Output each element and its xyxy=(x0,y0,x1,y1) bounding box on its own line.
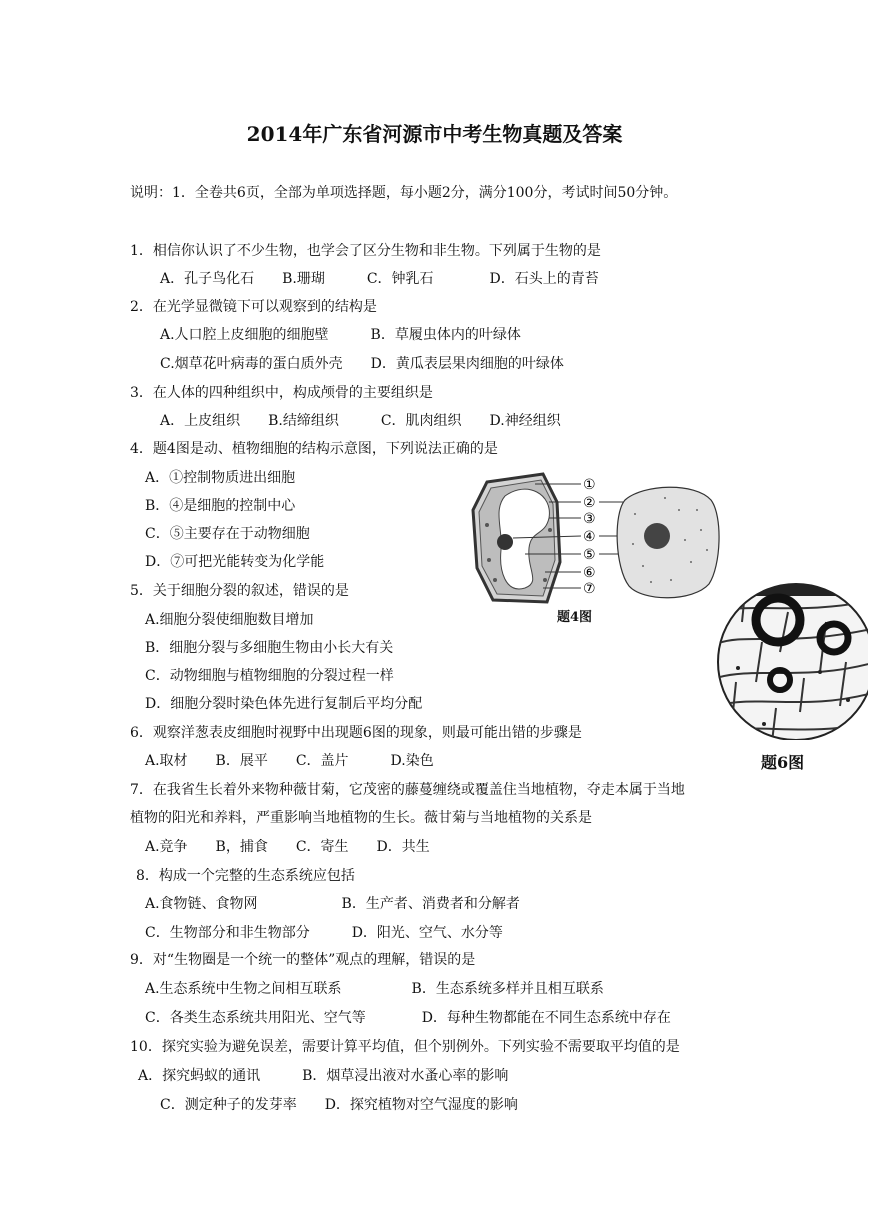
page-title: 2014年广东省河源市中考生物真题及答案 xyxy=(246,122,623,146)
q4-option-c: C．⑤主要存在于动物细胞 xyxy=(145,526,310,542)
label-5: ⑤ xyxy=(583,547,596,563)
q5-stem: 5．关于细胞分裂的叙述，错误的是 xyxy=(130,583,349,599)
q5-option-d: D．细胞分裂时染色体先进行复制后平均分配 xyxy=(145,696,423,712)
q2-options-ab: A.人口腔上皮细胞的细胞壁 B．草履虫体内的叶绿体 xyxy=(160,327,521,343)
label-7: ⑦ xyxy=(583,581,596,597)
label-1: ① xyxy=(583,477,596,493)
q5-option-c: C．动物细胞与植物细胞的分裂过程一样 xyxy=(145,668,394,684)
chloroplast xyxy=(487,558,491,562)
q7-options: A.竞争 B，捕食 C．寄生 D．共生 xyxy=(145,839,430,855)
exam-note: 说明：1．全卷共6页，全部为单项选择题，每小题2分，满分100分，考试时间50分钟。 xyxy=(130,185,678,201)
q7-stem-1: 7．在我省生长着外来物种薇甘菊，它茂密的藤蔓缠绕或覆盖住当地植物，夺走本属于当地 xyxy=(130,782,685,798)
q10-options-ab: A．探究蚂蚁的通讯 B．烟草浸出液对水蚤心率的影响 xyxy=(138,1068,509,1084)
chloroplast xyxy=(548,528,552,532)
q4-option-a: A．①控制物质进出细胞 xyxy=(145,470,296,486)
q8-stem: 8．构成一个完整的生态系统应包括 xyxy=(136,868,355,884)
label-4: ④ xyxy=(583,529,596,545)
q9-stem: 9．对“生物圈是一个统一的整体”观点的理解，错误的是 xyxy=(130,952,476,968)
q3-stem: 3．在人体的四种组织中，构成颅骨的主要组织是 xyxy=(130,385,433,401)
q8-options-ab: A.食物链、食物网 B．生产者、消费者和分解者 xyxy=(145,896,520,912)
animal-nucleus xyxy=(644,523,670,549)
q5-option-a: A.细胞分裂使细胞数目增加 xyxy=(145,612,314,628)
cell-diagram-svg xyxy=(465,470,730,610)
q4-option-b: B．④是细胞的控制中心 xyxy=(145,498,296,514)
label-2: ② xyxy=(583,495,596,511)
plant-nucleus xyxy=(497,534,513,550)
q1-stem: 1．相信你认识了不少生物，也学会了区分生物和非生物。下列属于生物的是 xyxy=(130,243,601,259)
q9-options-cd: C．各类生态系统共用阳光、空气等 D．每种生物都能在不同生态系统中存在 xyxy=(145,1010,671,1026)
q10-options-cd: C．测定种子的发芽率 D．探究植物对空气湿度的影响 xyxy=(160,1097,518,1113)
q2-options-cd: C.烟草花叶病毒的蛋白质外壳 D．黄瓜表层果肉细胞的叶绿体 xyxy=(160,356,564,372)
q6-stem: 6．观察洋葱表皮细胞时视野中出现题6图的现象，则最可能出错的步骤是 xyxy=(130,725,582,741)
q2-stem: 2．在光学显微镜下可以观察到的结构是 xyxy=(130,299,377,315)
q6-options: A.取材 B．展平 C．盖片 D.染色 xyxy=(145,753,434,769)
label-3: ③ xyxy=(583,511,596,527)
q4-stem: 4．题4图是动、植物细胞的结构示意图，下列说法正确的是 xyxy=(130,441,498,457)
figure-4-caption: 题4图 xyxy=(557,610,593,625)
figure-4-cell-diagram xyxy=(465,470,730,610)
q4-option-d: D．⑦可把光能转变为化学能 xyxy=(145,554,325,570)
microscope-view-svg xyxy=(716,582,868,740)
chloroplast xyxy=(493,578,497,582)
chloroplast xyxy=(485,523,489,527)
label-6: ⑥ xyxy=(583,565,596,581)
q9-options-ab: A.生态系统中生物之间相互联系 B．生态系统多样并且相互联系 xyxy=(145,981,604,997)
figure-6-microscope-view xyxy=(716,582,868,740)
q10-stem: 10．探究实验为避免误差，需要计算平均值，但个别例外。下列实验不需要取平均值的是 xyxy=(130,1039,680,1055)
q3-options: A．上皮组织 B.结缔组织 C．肌肉组织 D.神经组织 xyxy=(160,413,561,429)
q5-option-b: B．细胞分裂与多细胞生物由小长大有关 xyxy=(145,640,394,656)
q7-stem-2: 植物的阳光和养料，严重影响当地植物的生长。薇甘菊与当地植物的关系是 xyxy=(130,810,592,826)
chloroplast xyxy=(543,578,547,582)
q1-options: A．孔子鸟化石 B.珊瑚 C．钟乳石 D．石头上的青苔 xyxy=(160,271,599,287)
figure-6-caption: 题6图 xyxy=(761,753,805,772)
q8-options-cd: C．生物部分和非生物部分 D．阳光、空气、水分等 xyxy=(145,925,503,941)
